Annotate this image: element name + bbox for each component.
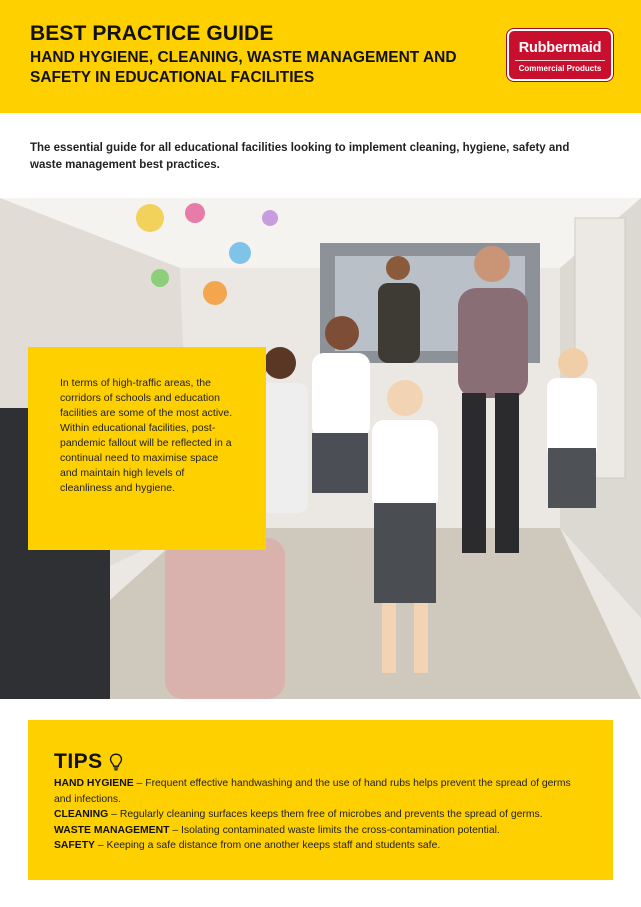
tip-waste-management [54,823,587,839]
tip-hand-hygiene [54,776,587,807]
lightbulb-icon [109,753,123,771]
tip-label: SAFETY [54,840,95,851]
page-subtitle: HAND HYGIENE, CLEANING, WASTE MANAGEMENT AND SAFETY IN EDUCATIONAL FACILITIES [30,49,457,86]
logo-name: Rubbermaid [518,40,602,56]
tip-text: – Frequent effective handwashing and the use of hand rubs helps prevent the spread of germs and infections. [54,778,571,805]
logo-tagline: Commercial Products [515,60,605,73]
header-banner [0,0,641,113]
tips-header [54,750,587,774]
page-title: BEST PRACTICE GUIDE [30,22,274,45]
callout-box: In terms of high-traffic areas, the corridors of schools and education facilities are some of the most active. Within educational facilities, post-pandemic fallout will be reflected in a continual need to maximise space and maintain high levels of cleanliness and hygiene. [28,347,266,550]
tip-text: – Keeping a safe distance from one another keeps staff and students safe. [95,840,441,851]
tip-cleaning [54,807,587,823]
tips-title: TIPS [54,750,103,773]
rubbermaid-logo [507,29,613,81]
tips-box [28,720,613,880]
tip-safety [54,838,587,854]
tip-label: WASTE MANAGEMENT [54,824,170,836]
tip-label: CLEANING [54,809,109,820]
intro-text: The essential guide for all educational facilities looking to implement cleaning, hygiene, safety and waste management best practices. [30,142,570,171]
tip-text: – Isolating contaminated waste limits the cross-contamination potential. [169,824,500,836]
tip-label: HAND HYGIENE [54,778,134,789]
tip-text: – Regularly cleaning surfaces keeps them free of microbes and prevents the spread of germs. [108,809,543,820]
